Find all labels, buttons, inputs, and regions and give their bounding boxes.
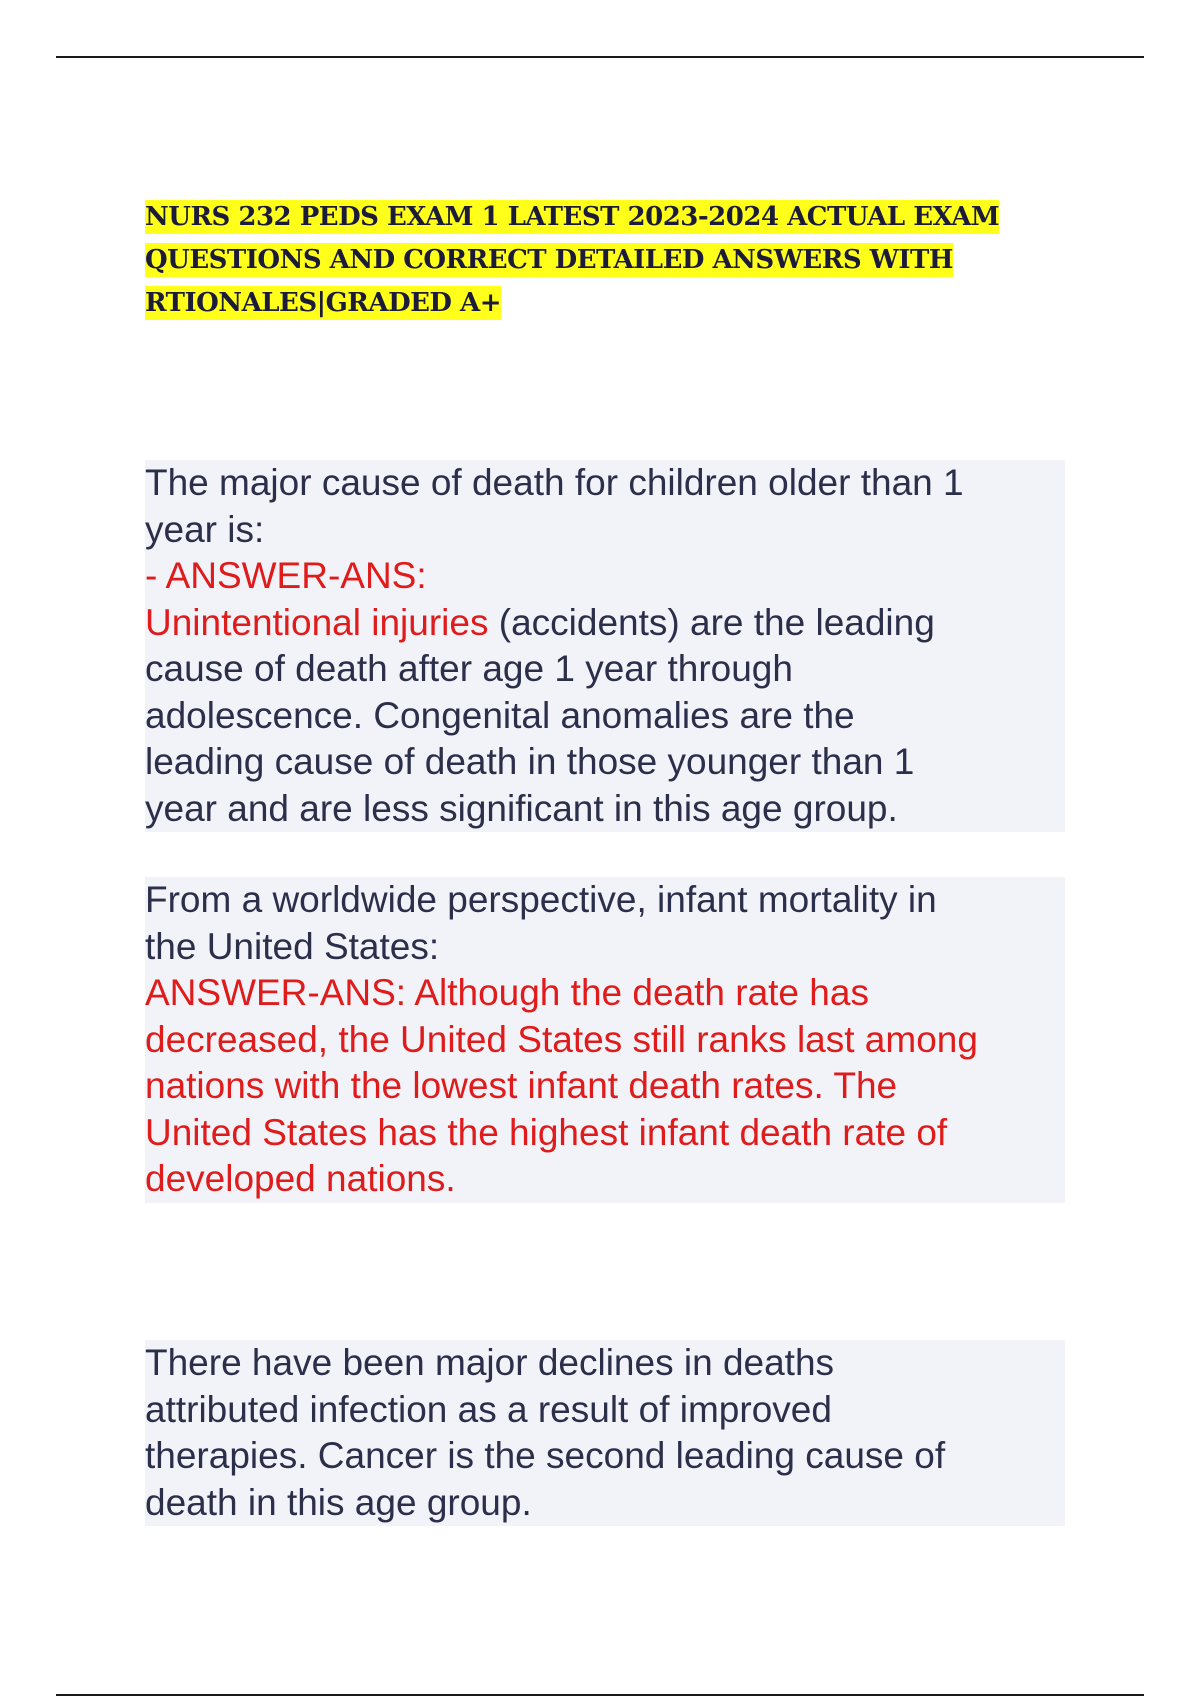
bottom-rule [56,1694,1144,1696]
answer-1-text-line: cause of death after age 1 year through [145,648,793,689]
paragraph-3-text-line: attributed infection as a result of improved [145,1388,832,1430]
answer-1-text-line: adolescence. Congenital anomalies are the [145,694,855,736]
title-line-1: NURS 232 PEDS EXAM 1 LATEST 2023-2024 ACTUAL EXAM [145,202,1000,232]
title-line-2: QUESTIONS AND CORRECT DETAILED ANSWERS WITH [145,245,953,275]
answer-2-text-line: developed nations. [145,1158,456,1199]
answer-1-text-first: (accidents) are the leading [488,601,935,643]
title-line-3: RTIONALES|GRADED A+ [145,288,501,318]
paragraph-3-text-line: death in this age group. [145,1481,532,1523]
paragraph-3-text-line: therapies. Cancer is the second leading cause of [145,1435,946,1476]
paragraph-3-block [145,1340,1065,1526]
question-2-text: From a worldwide perspective, infant mortality in [145,879,937,920]
question-1-text-line-2: year is: [145,508,265,550]
answer-2-text-line: decreased, the United States still ranks last among [145,1018,978,1060]
top-rule [56,56,1144,58]
answer-2-text-line: United States has the highest infant death rate of [145,1111,948,1153]
answer-1-text-line: leading cause of death in those younger than 1 [145,741,915,782]
answer-2-text-line: ANSWER-ANS: Although the death rate has [145,972,869,1013]
paragraph-3-text-line: There have been major declines in deaths [145,1342,835,1383]
answer-1-highlight: Unintentional injuries [145,601,489,643]
question-1-text: The major cause of death for children older than 1 [145,460,1065,507]
question-2-block [145,877,1065,1203]
answer-1-prefix: - ANSWER-ANS: [145,555,427,596]
answer-1-text-line: year and are less significant in this age group. [145,787,898,829]
question-1-block [145,460,1065,832]
document-title [145,196,1045,325]
answer-2-text-line: nations with the lowest infant death rates. The [145,1065,898,1106]
question-2-text-line-2: the United States: [145,925,440,967]
